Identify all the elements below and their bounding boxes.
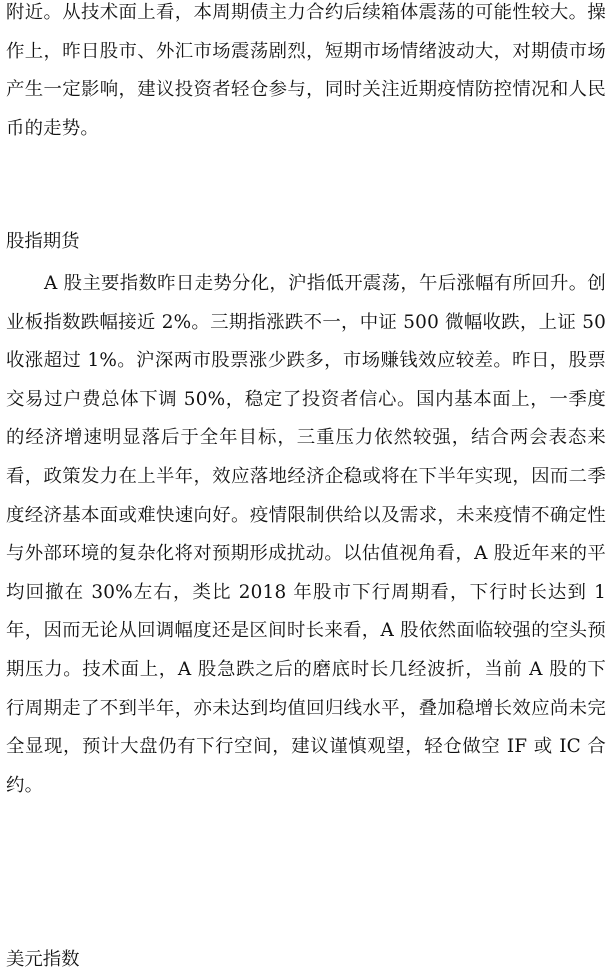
bond-futures-paragraph-tail: 附近。从技术面上看，本周期债主力合约后续箱体震荡的可能性较大。操作上，昨日股市、外汇市场震荡剧烈，短期市场情绪波动大，对期债市场产生一定影响，建议投资者轻仓参与，同时关注近期疫情防控情况和人民币的走势。	[6, 2, 606, 139]
section-heading-dollar-index: 美元指数	[6, 949, 80, 970]
stock-index-futures-paragraph: A 股主要指数昨日走势分化，沪指低开震荡，午后涨幅有所回升。创业板指数跌幅接近 2%。三期指涨跌不一，中证 500 微幅收跌，上证 50 收涨超过 1%。沪深两市股票涨少跌多，市场赚钱效应较差。昨日，股票交易过户费总体下调 50%，稳定了投资者信心。国内基本面上，一季度的经济增速明显落后于全年目标，三重压力依然较强，结合两会表态来看，政策发力在上半年，效应落地经济企稳或将在下半年实现，因而二季度经济基本面或难快速向好。疫情限制供给以及需求，未来疫情不确定性与外部环境的复杂化将对预期形成扰动。以估值视角看，A 股近年来的平均回撤在 30%左右，类比 2018 年股市下行周期看，下行时长达到 1 年，因而无论从回调幅度还是区间时长来看，A 股依然面临较强的空头预期压力。技术面上，A 股急跌之后的磨底时长几经波折，当前 A 股的下行周期走了不到半年，亦未达到均值回归线水平，叠加稳增长效应尚未完全显现，预计大盘仍有下行空间，建议谨慎观望，轻仓做空 IF 或 IC 合约。	[6, 273, 606, 796]
section-heading-stock-index-futures: 股指期货	[6, 231, 80, 252]
